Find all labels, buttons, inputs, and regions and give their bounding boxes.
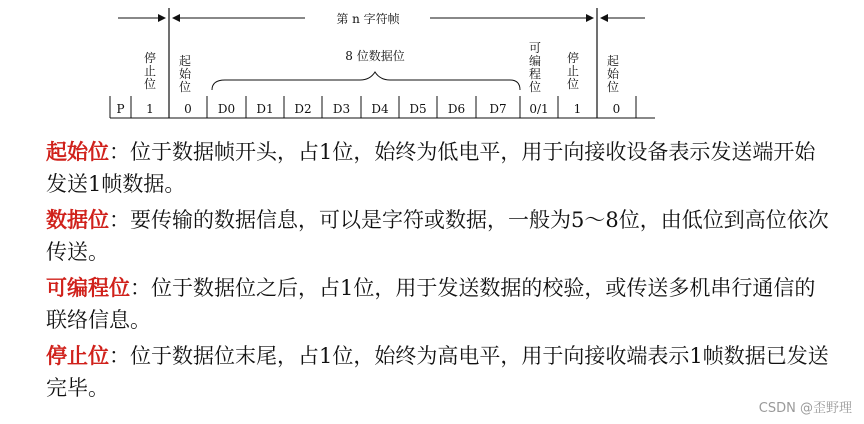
frame-cell-label: D4	[371, 102, 389, 116]
label-start-next: 起始位	[606, 54, 619, 94]
frame-cell-10	[476, 96, 507, 118]
data-bits-label: 8 位数据位	[345, 49, 405, 63]
frame-cell-label: D0	[217, 102, 236, 116]
term-stop-bit: 停止位	[46, 343, 109, 368]
desc-start-bit: ：位于数据帧开头，占1位，始终为低电平，用于向接收设备表示发送端开始发送1帧数据。	[46, 140, 816, 196]
frame-cell-7	[361, 96, 389, 118]
desc-programmable-bit: ：位于数据位之后，占1位，用于发送数据的校验，或传送多机串行通信的联络信息。	[46, 276, 816, 332]
term-start-bit: 起始位	[46, 139, 109, 164]
frame-cell-label: 0	[612, 102, 621, 116]
frame-cell-label: 1	[573, 102, 582, 116]
definitions	[46, 136, 836, 408]
label-programmable: 可编程位	[528, 41, 541, 94]
frame-cell-label: D1	[256, 102, 274, 116]
frame-cell-4	[246, 96, 274, 118]
definition-start-bit	[46, 136, 836, 200]
frame-cell-3	[207, 96, 235, 118]
frame-cell-label: D3	[332, 102, 351, 116]
definition-data-bits	[46, 204, 836, 268]
frame-cell-11	[520, 96, 549, 118]
frame-title: 第 n 字符帧	[336, 12, 400, 26]
label-stop: 停止位	[566, 51, 579, 91]
frame-cell-label: D7	[489, 102, 507, 116]
frame-cell-label: D6	[447, 102, 466, 116]
frame-cell-label: 0	[184, 102, 192, 116]
frame-cell-1	[131, 96, 154, 118]
frame-cell-label: 0/1	[529, 102, 549, 116]
frame-cell-13	[597, 96, 620, 118]
frame-cell-12	[558, 96, 581, 118]
definition-stop-bit	[46, 340, 836, 404]
frame-cell-8	[399, 96, 427, 118]
desc-stop-bit: ：位于数据位末尾，占1位，始终为高电平，用于向接收端表示1帧数据已发送完毕。	[46, 344, 829, 400]
watermark: CSDN @歪野理	[758, 401, 852, 416]
frame-cell-0	[110, 96, 125, 118]
term-data-bits: 数据位	[46, 207, 109, 232]
frame-row	[110, 96, 636, 118]
frame-cell-6	[322, 96, 350, 118]
data-bits-brace	[212, 72, 520, 90]
label-stop-prev: 停止位	[143, 51, 156, 91]
frame-diagram	[0, 0, 864, 128]
frame-cell-label: 1	[146, 102, 154, 116]
frame-cell-5	[284, 96, 312, 118]
frame-cell-label: D5	[409, 102, 427, 116]
label-start: 起始位	[178, 54, 191, 94]
definition-programmable-bit	[46, 272, 836, 336]
frame-cell-label: P	[116, 102, 125, 116]
frame-cell-9	[437, 96, 465, 118]
frame-cell-2	[169, 96, 192, 118]
desc-data-bits: ：要传输的数据信息，可以是字符或数据，一般为5～8位，由低位到高位依次传送。	[46, 208, 829, 264]
frame-cell-label: D2	[294, 102, 312, 116]
term-programmable-bit: 可编程位	[46, 275, 130, 300]
